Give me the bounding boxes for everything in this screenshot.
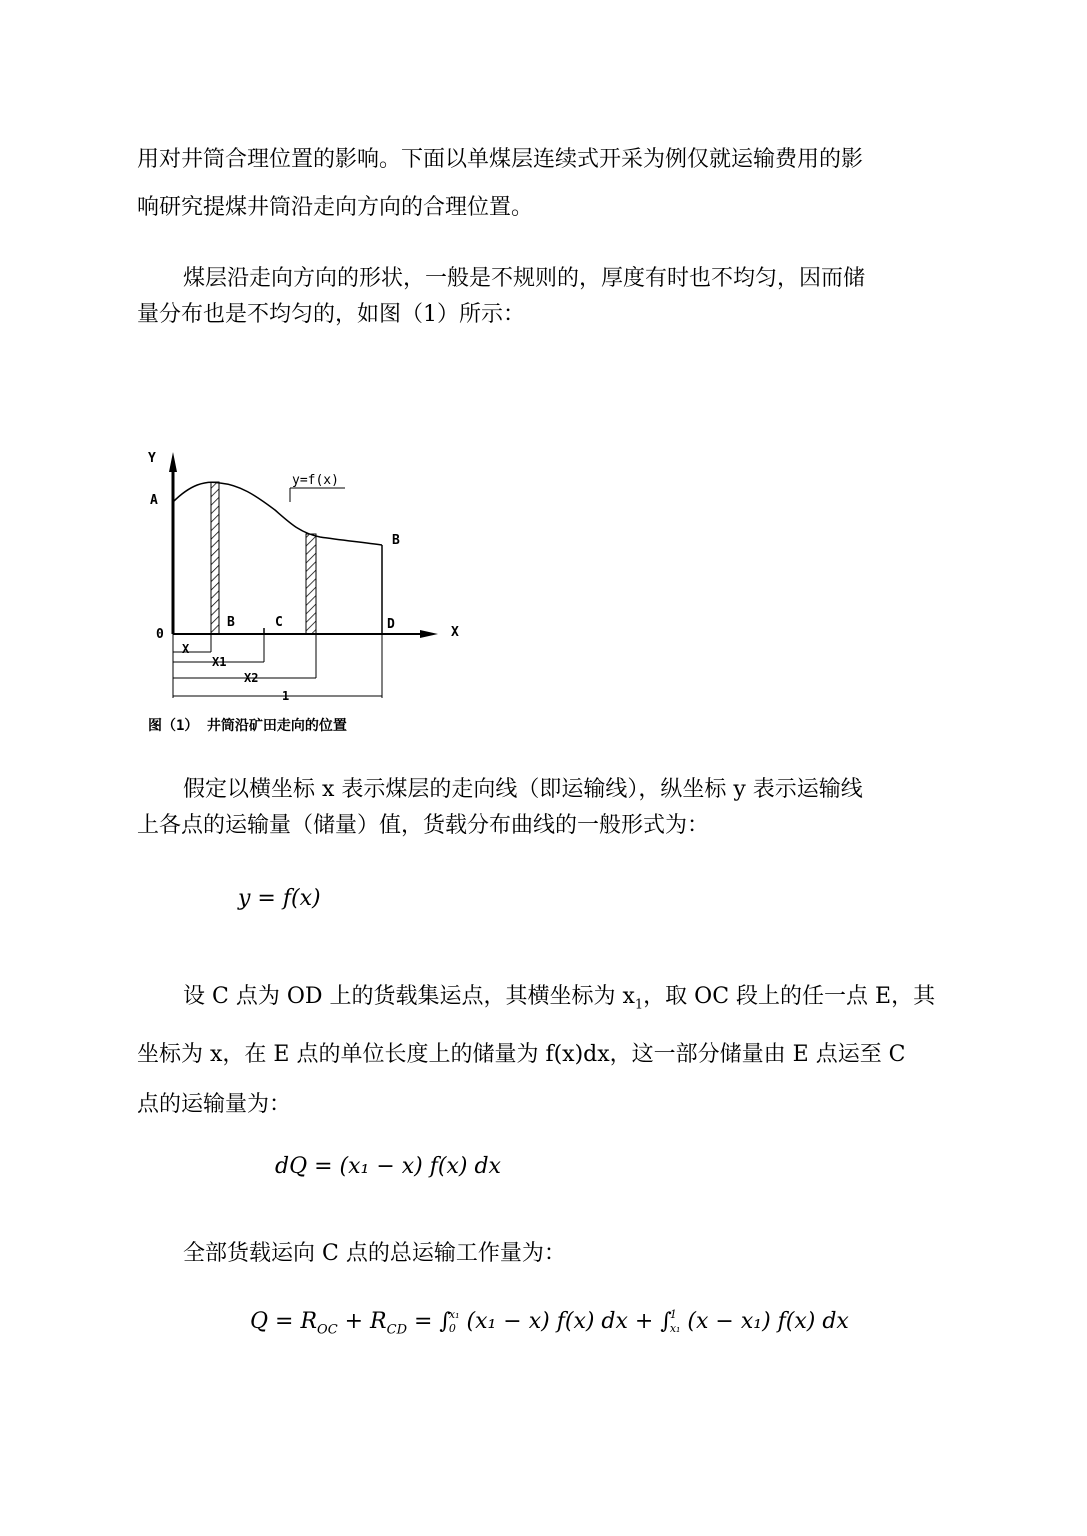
paragraph-4-line-1a: 设 C 点为 OD 上的货载集运点，其横坐标为 x — [183, 984, 635, 1009]
paragraph-4-line-2: 坐标为 x，在 E 点的单位长度上的储量为 f(x)dx，这一部分储量由 E 点运至 C — [137, 1042, 906, 1068]
origin-label: 0 — [156, 627, 164, 642]
dim-x-label: X — [182, 642, 190, 656]
paragraph-1-line-2: 响研究提煤井筒沿走向方向的合理位置。 — [137, 195, 534, 220]
paragraph-1-line-1: 用对井筒合理位置的影响。下面以单煤层连续式开采为例仅就运输费用的影 — [137, 147, 864, 172]
paragraph-1 — [137, 142, 967, 226]
paragraph-2-line-1: 煤层沿走向方向的形状，一般是不规则的，厚度有时也不均匀，因而储 — [183, 266, 866, 291]
eq3-oc-subscript: OC — [317, 1322, 338, 1338]
y-axis-label: Y — [148, 451, 156, 466]
curve-label: y=f(x) — [292, 473, 339, 488]
eq3-term1: (x₁ − x) f(x) dx + ∫ — [459, 1309, 672, 1334]
dim-x1-label: X1 — [212, 655, 227, 669]
eq3-int2-lower: x₁ — [669, 1322, 681, 1335]
dimension-lines — [173, 634, 382, 698]
eq3-lhs: Q = R — [250, 1309, 318, 1334]
figure-1 — [140, 440, 480, 740]
y-axis-arrow — [169, 452, 177, 472]
eq3-int1-lower: 0 — [448, 1322, 456, 1335]
paragraph-3-line-2: 上各点的运输量（储量）值，货载分布曲线的一般形式为： — [137, 813, 710, 838]
hatched-strip-1 — [211, 482, 219, 634]
hatched-strip-2 — [306, 534, 316, 634]
dim-l-label: 1 — [282, 689, 290, 703]
equation-1: y = f(x) — [238, 886, 321, 911]
point-b-top-label: B — [392, 533, 400, 548]
eq3-int1-limits — [449, 1308, 460, 1336]
eq3-cd-subscript: CD — [386, 1322, 407, 1338]
eq3-mid: = ∫ — [407, 1309, 451, 1334]
x-axis-arrow — [420, 630, 438, 638]
paragraph-4-line-3: 点的运输量为： — [137, 1092, 292, 1118]
eq3-int2-upper: 1 — [669, 1308, 677, 1321]
equation-3 — [250, 1308, 849, 1337]
eq3-int1-upper: x₁ — [448, 1308, 460, 1321]
paragraph-2-line-2: 量分布也是不均匀的，如图（1）所示： — [137, 302, 525, 327]
point-a-label: A — [150, 493, 158, 508]
x-axis-label: X — [451, 625, 459, 640]
figure-caption: 图（1） 井筒沿矿田走向的位置 — [148, 718, 347, 734]
paragraph-4-line-1b: ，取 OC 段上的任一点 E，其 — [643, 984, 936, 1009]
paragraph-5-line-1: 全部货载运向 C 点的总运输工作量为： — [183, 1241, 566, 1266]
eq3-term2: (x − x₁) f(x) dx — [680, 1309, 849, 1334]
equation-2: dQ = (x₁ − x) f(x) dx — [275, 1154, 501, 1179]
point-b-bottom-label: B — [227, 615, 235, 630]
paragraph-4-line-1 — [137, 972, 967, 1030]
eq3-plus: + R — [337, 1309, 387, 1334]
eq3-int2-limits — [670, 1308, 681, 1336]
paragraph-3-line-1: 假定以横坐标 x 表示煤层的走向线（即运输线），纵坐标 y 表示运输线 — [183, 777, 863, 802]
paragraph-2 — [137, 261, 967, 333]
paragraph-4 — [137, 972, 967, 1130]
dim-x2-label: X2 — [244, 671, 259, 685]
point-d-label: D — [387, 617, 395, 632]
point-c-label: C — [275, 615, 283, 630]
paragraph-3 — [137, 772, 967, 844]
x1-subscript: 1 — [634, 997, 644, 1013]
paragraph-5 — [137, 1236, 967, 1272]
distribution-curve — [173, 482, 382, 545]
